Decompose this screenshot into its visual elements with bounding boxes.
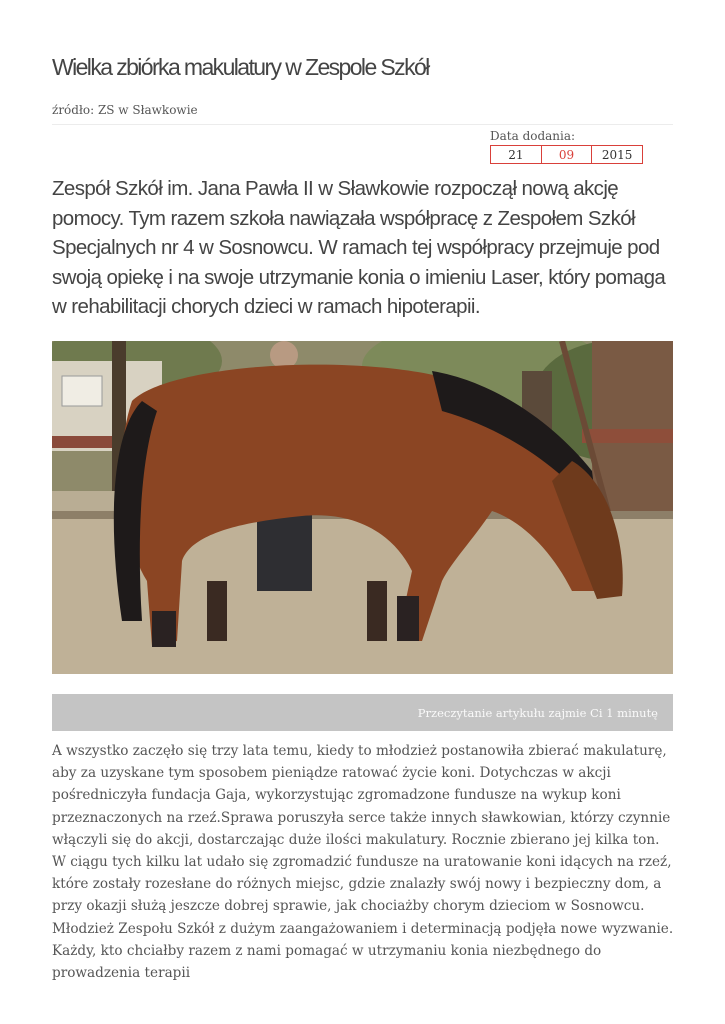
date-month: 09 — [541, 145, 593, 164]
date-added — [490, 145, 643, 163]
reading-time: Przeczytanie artykułu zajmie Ci 1 minutę — [417, 705, 658, 720]
article-lead: Zespół Szkół im. Jana Pawła II w Sławkowie rozpoczął nową akcję pomocy. Tym razem szkoła nawiązała współpracę z Zespołem Szkół Specjalnych nr 4 w Sosnowcu. W ramach tej współpracy przejmuje pod swoją opiekę i na swoje utrzymanie konia o imieniu Laser, który pomaga w rehabilitacji chorych dzieci w ramach hipoterapii. — [52, 177, 666, 318]
article-source: źródło: ZS w Sławkowie — [52, 103, 198, 117]
date-year: 2015 — [591, 145, 643, 164]
date-day: 21 — [490, 145, 542, 164]
divider — [52, 124, 673, 125]
reading-time-bar — [52, 694, 673, 731]
date-label: Data dodania: — [490, 129, 576, 143]
article-photo-horse — [52, 341, 673, 674]
article-body: A wszystko zaczęło się trzy lata temu, kiedy to młodzież postanowiła zbierać makulaturę, aby za uzyskane tym sposobem pieniądze ratować życie koni. Dotychczas w akcji pośredniczyła fundacja Gaja, wykorzystując zgromadzone fundusze na wykup koni przeznaczonych na rzeź.Sprawa poruszyła serce także innych sławkowian, którzy czynnie włączyli się do akcji, dostarczając duże ilości makulatury. Rocznie zbierano jej kilka ton. W ciągu tych kilku lat udało się zgromadzić fundusze na uratowanie koni idących na rzeź, które zostały rozesłane do różnych miejsc, gdzie znalazły swój nowy i bezpieczny dom, a przy okazji służą jeszcze dobrej sprawie, jak chociażby chorym dzieciom w Sosnowcu. Młodzież Zespołu Szkół z dużym zaangażowaniem i determinacją podjęła nowe wyzwanie. Każdy, kto chciałby razem z nami pomagać w utrzymaniu konia niezbędnego do prowadzenia terapii — [52, 743, 674, 982]
article-title: Wielka zbiórka makulatury w Zespole Szkół — [52, 54, 429, 80]
